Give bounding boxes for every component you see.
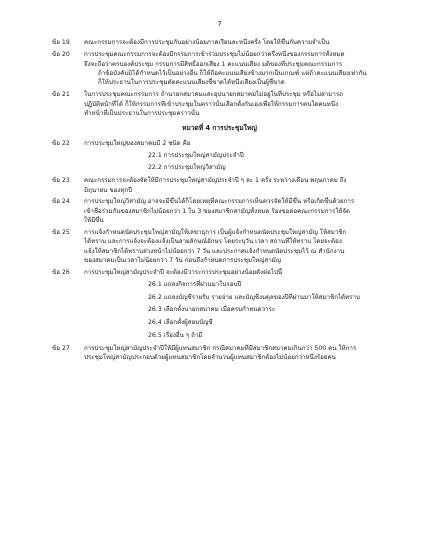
- clause-body: [84, 176, 387, 195]
- clause: [52, 139, 387, 148]
- sub-item: 26.2 แถลงบัญชีรายรับ รายจ่าย และบัญชีงบดุลของปีที่ผ่านมาให้สมาชิกได้ทราบ: [148, 293, 360, 301]
- clause: [52, 50, 387, 88]
- clause-body: [84, 268, 387, 277]
- clause-body: [84, 228, 387, 266]
- clause-line: ทำหน้าที่เป็นประธานในการประชุมคราวนั้น: [84, 110, 200, 118]
- clause-number: ข้อ 25: [52, 229, 70, 237]
- sub-item-list: [148, 151, 387, 173]
- clause-line: ของสมาคมเป็นเวลาไม่น้อยกว่า 7 วัน ก่อนถึงกำหนดการประชุมใหญ่สามัญ: [84, 257, 282, 265]
- clause-line: การประชุมคณะกรรมการจะต้องมีกรรมการเข้าร่วมประชุมไม่น้อยกว่าครึ่งหนึ่งของกรรมการทั้งหมด: [84, 51, 345, 59]
- sub-item-list: [148, 280, 387, 341]
- clause: [52, 197, 387, 225]
- clause-number: ข้อ 26: [52, 269, 70, 277]
- clause: [52, 90, 387, 118]
- sub-item: 26.4 เลือกตั้งผู้สอบบัญชี: [148, 319, 213, 327]
- clause-number: ข้อ 24: [52, 198, 70, 206]
- clause-line: คณะกรรมการจะต้องมีการประชุมกันอย่างน้อยภาคเรียนละหนึ่งครั้ง โดยให้ขึ้นกับความจำเป็น: [84, 39, 330, 47]
- clause-body: [84, 90, 387, 118]
- clause-body: [84, 197, 387, 225]
- page-number: 7: [217, 20, 222, 28]
- clause-number: ข้อ 20: [52, 51, 70, 59]
- clause-line: ให้มีขึ้น: [84, 217, 104, 225]
- clause-body: [84, 38, 387, 47]
- clause-line: จึงจะถือว่าครบองค์ประชุม กรรมการมีสิทธิ์ออกเสียง 1 คะแนนเสียง มติของที่ประชุมคณะกรรมการ: [84, 60, 343, 68]
- clause-line: การประชุมใหญ่วิสามัญ อาจจะมีขึ้นได้ก็โดยเหตุที่คณะกรรมการเห็นควรจัดให้มีขึ้น หรือเกิดขึ้นด้วยการ: [84, 198, 355, 206]
- clause-line: ก็ให้ประธานในการประชุมตัดคะแนนเสียงชี้ขาดได้หนึ่งเสียงเป็นผู้ชี้ขาด: [98, 79, 285, 87]
- clause-number: ข้อ 19: [52, 39, 70, 47]
- sub-item: 26.5 เรื่องอื่น ๆ ถ้ามี: [148, 332, 203, 340]
- sub-item: 26.1 แถลงกิจการที่ผ่านมาในรอบปี: [148, 280, 242, 288]
- clause-line: ประชุมใหญ่สามัญประกอบด้วยผู้แทนสมาชิกโดยจำนวนผู้แทนสมาชิกต้องไม่น้อยกว่าหนึ่งร้อยคน: [84, 354, 336, 362]
- sub-item: 22.2 การประชุมใหญ่วิสามัญ: [148, 164, 226, 172]
- clause-line: มิถุนายน ของทุกปี: [84, 186, 133, 194]
- clause-line: ปฏิบัติหน้าที่ได้ ก็ให้กรรมการที่เข้าประชุมในคราวนั้นเลือกตั้งกันเองเพื่อให้กรรมการคนใดคนหนึ่ง: [84, 100, 339, 108]
- clause-line: การประชุมใหญ่ของสมาคมมี 2 ชนิด คือ: [84, 139, 191, 147]
- clause-line: การประชุมใหญ่สามัญประจำปีให้มีผู้แทนสมาชิก กรณีสมาคมที่มีสมาชิกสมาคมเกินกว่า 500 คน ให้การ: [84, 344, 357, 352]
- clause: [52, 268, 387, 277]
- clause-line: ได้ทราบ และการแจ้งจะต้องแจ้งเป็นลายลักษณ์อักษร โดยระบุวัน เวลา สถานที่ให้ทราบ โดยจะต้อง: [84, 238, 342, 246]
- clause-line: ถ้าข้อบังคับมิได้กำหนดไว้เป็นอย่างอื่น ก็ให้ถือคะแนนเสียงข้างมากเป็นเกณฑ์ แต่ถ้าคะแนนเสียงเท่ากัน: [98, 70, 367, 78]
- chapter-heading: หมวดที่ 4 การประชุมใหญ่: [182, 124, 257, 133]
- clause-number: ข้อ 21: [52, 91, 70, 99]
- clause-number: ข้อ 22: [52, 139, 70, 147]
- clause-line: ในการประชุมคณะกรรมการ ถ้านายกสมาคมและอุปนายกสมาคมไม่อยู่ในที่ประชุม หรือไม่สามารถ: [84, 91, 343, 99]
- clause: [52, 228, 387, 266]
- clause-number: ข้อ 23: [52, 177, 70, 185]
- clause-body: [84, 344, 387, 363]
- clause: [52, 176, 387, 195]
- sub-item: 22.1 การประชุมใหญ่สามัญประจำปี: [148, 151, 244, 159]
- clause-line: คณะกรรมการจะต้องจัดให้มีการประชุมใหญ่สามัญประจำปี ๆ ละ 1 ครั้ง ระหว่างเดือน พฤษภาคม ถึง: [84, 177, 347, 185]
- clause-line: การแจ้งกำหนดนัดประชุมใหญ่สามัญให้เลขาธุการ เป็นผู้แจ้งกำหนดนัดประชุมใหญ่สามัญ ให้สมาชิก: [84, 229, 347, 237]
- clause-line: แจ้งให้สมาชิกได้ทราบล่วงหน้าไม่น้อยกว่า 7 วัน และประกาศแจ้งกำหนดนัดประชุมไว้ ณ สำนักงาน: [84, 247, 345, 255]
- clause-number: ข้อ 27: [52, 344, 70, 352]
- clause-body: [84, 139, 387, 148]
- clause: [52, 344, 387, 363]
- clause: [52, 38, 387, 47]
- clause-body: [84, 50, 387, 88]
- clause-line: การประชุมใหญ่สามัญประจำปี จะต้องมีวาระการประชุมอย่างน้อยดังต่อไปนี้: [84, 269, 283, 277]
- clause-line: เข้าชื่อร่วมกันของสมาชิกไม่น้อยกว่า 1 ใน 3 ของสมาชิกสามัญทั้งหมด ร้องขอต่อคณะกรรมการให้จัด: [84, 207, 351, 215]
- sub-item: 26.3 เลือกตั้งนายกสมาคม เมื่อครบกำหนดวาระ: [148, 306, 276, 314]
